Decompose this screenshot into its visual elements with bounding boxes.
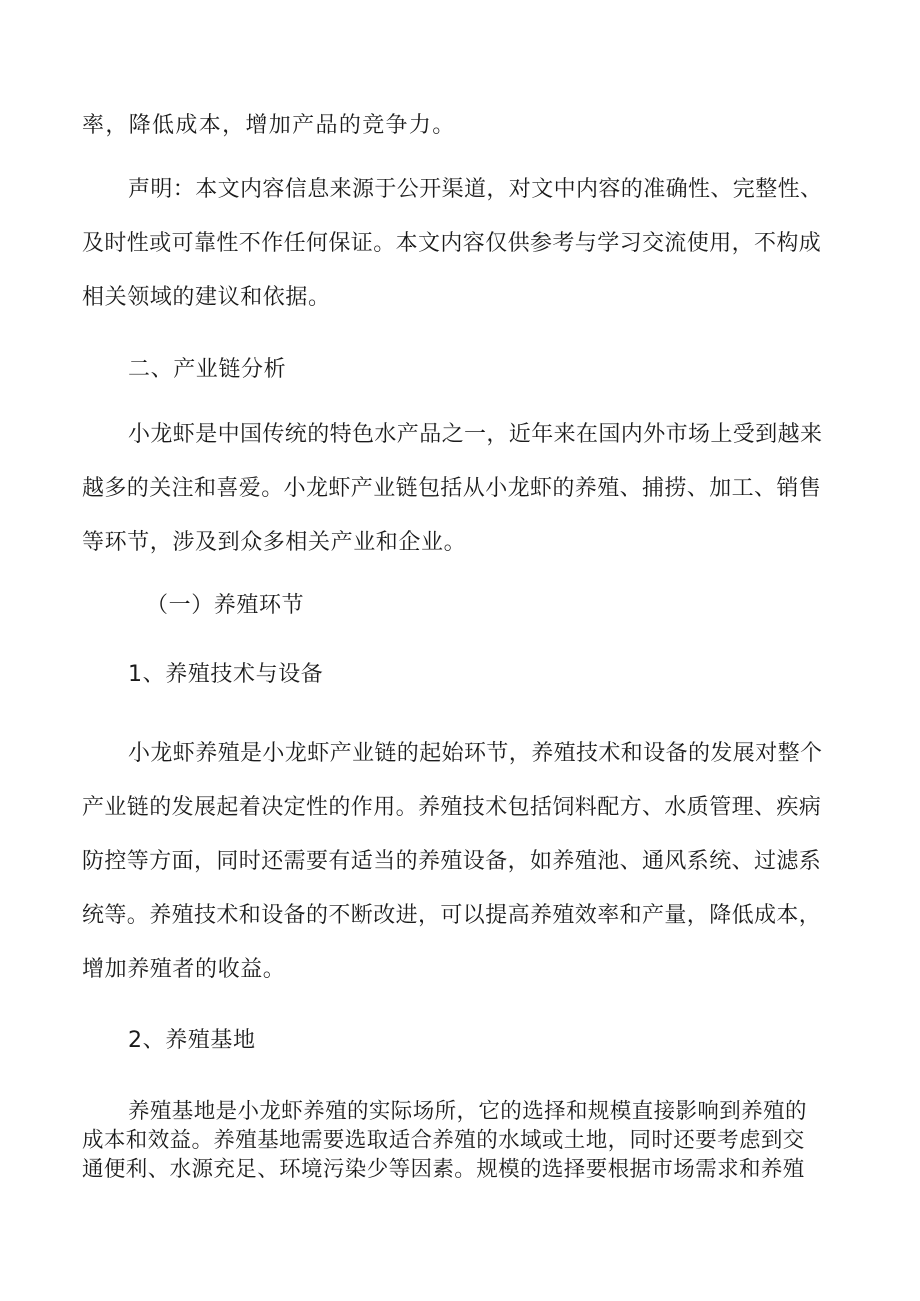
item-heading: 2、养殖基地 [128,1028,256,1053]
section-heading: 二、产业链分析 [128,357,287,382]
paragraph-line: 产业链的发展起着决定性的作用。养殖技术包括饲料配方、水质管理、疾病 [82,795,822,820]
disclaimer-line: 声明：本文内容信息来源于公开渠道，对文中内容的准确性、完整性、 [128,177,823,202]
paragraph-line: 统等。养殖技术和设备的不断改进，可以提高养殖效率和产量，降低成本， [82,903,822,928]
disclaimer-line: 及时性或可靠性不作任何保证。本文内容仅供参考与学习交流使用，不构成 [82,231,822,256]
disclaimer-line: 相关领域的建议和依据。 [82,285,331,310]
paragraph-line: 等环节，涉及到众多相关产业和企业。 [82,530,467,555]
item-heading: 1、养殖技术与设备 [128,662,324,687]
paragraph-line: 通便利、水源充足、环境污染少等因素。规模的选择要根据市场需求和养殖 [82,1157,805,1182]
subsection-heading: （一）养殖环节 [146,593,305,618]
paragraph-line: 率，降低成本，增加产品的竞争力。 [82,113,456,138]
paragraph-line: 成本和效益。养殖基地需要选取适合养殖的水域或土地，同时还要考虑到交 [82,1128,805,1153]
paragraph-line: 越多的关注和喜爱。小龙虾产业链包括从小龙虾的养殖、捕捞、加工、销售 [82,476,822,501]
paragraph-line: 小龙虾是中国传统的特色水产品之一，近年来在国内外市场上受到越来 [128,422,823,447]
paragraph-line: 养殖基地是小龙虾养殖的实际场所，它的选择和规模直接影响到养殖的 [128,1099,807,1124]
paragraph-line: 防控等方面，同时还需要有适当的养殖设备，如养殖池、通风系统、过滤系 [82,849,822,874]
paragraph-line: 增加养殖者的收益。 [82,957,286,982]
paragraph-line: 小龙虾养殖是小龙虾产业链的起始环节，养殖技术和设备的发展对整个 [128,741,823,766]
